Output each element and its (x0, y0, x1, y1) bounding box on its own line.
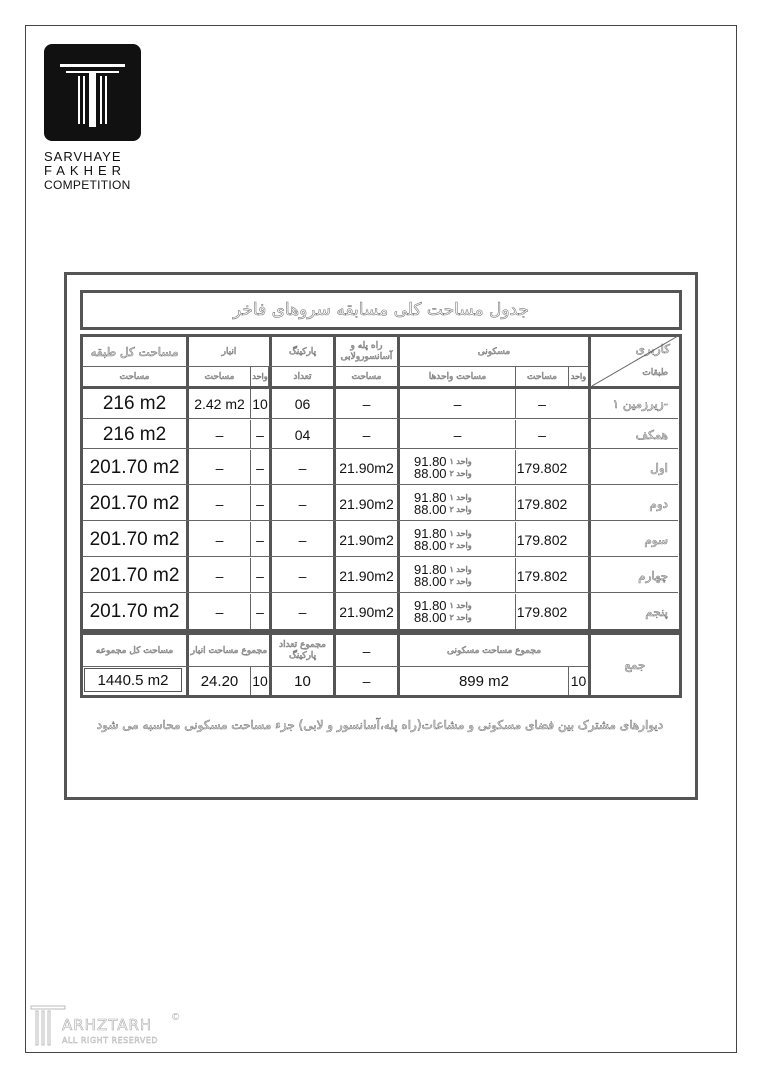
row-unit-areas: – (453, 396, 462, 412)
row-floor-name: دوم (649, 496, 668, 511)
header-anbar-vahed: واحد (252, 372, 268, 381)
row-anbar-count: – (256, 495, 264, 512)
col-divider (515, 594, 516, 629)
unit-1-label: واحد ۱ (449, 492, 472, 502)
row-total-area: 201.70 m2 (89, 456, 180, 478)
summary-res-count: 10 (570, 673, 587, 689)
row-anbar-area: – (215, 459, 224, 476)
summary-anbar-label: مجموع مساحت انبار (190, 645, 268, 656)
row-stair-area: – (362, 426, 371, 443)
row-stair-area: 21.90m2 (339, 603, 394, 620)
row-stair-area: 21.90m2 (339, 495, 394, 512)
row-anbar-count: – (256, 603, 264, 620)
col-divider (515, 389, 516, 419)
arhztarh-watermark (30, 1004, 190, 1057)
header-parking-tedad: تعداد (293, 371, 312, 382)
row-parking-count: – (298, 531, 307, 548)
row-divider (83, 556, 678, 557)
header-anbar-masahat: مساحت (204, 371, 235, 382)
summary-total-label: مساحت کل مجموعه (95, 646, 174, 656)
unit-1-value: 91.80 (414, 561, 447, 577)
header-total-masahat: مساحت (119, 371, 150, 382)
row-res-area: 179.802 (516, 603, 568, 620)
unit-2-value: 88.00 (414, 465, 447, 481)
summary-res-value: 899 m2 (458, 672, 510, 690)
unit-2-value: 88.00 (414, 573, 447, 589)
header-parking: پارکینگ (288, 347, 317, 357)
header-masahat-vahedha: مساحت واحدها (428, 371, 487, 382)
unit-1-label: واحد ۱ (449, 600, 472, 610)
header-res-vahed: واحد (570, 372, 587, 381)
row-floor-name: همکف (635, 427, 668, 442)
summary-res-label: مجموع مساحت مسکونی (446, 645, 542, 656)
column-logo-icon (44, 44, 141, 141)
header-maskooni: مسکونی (477, 347, 511, 357)
row-unit-areas: – (453, 426, 462, 443)
unit-2-area (414, 609, 472, 625)
watermark-brand: ARHZTARH (62, 1016, 153, 1034)
footnote: دیوارهای مشترک بین فضای مسکونی و مشاعات(راه پله،آسانسور و لابی) جزء مساحت مسکونی محاسبه می شود (96, 718, 664, 732)
row-unit-areas (400, 450, 515, 485)
summary-stair-label: – (362, 643, 371, 659)
row-stair-area: – (362, 396, 371, 412)
summary-label: جمع (624, 658, 646, 672)
row-anbar-count: – (256, 459, 264, 476)
unit-1-value: 91.80 (414, 453, 447, 469)
unit-1-value: 91.80 (414, 597, 447, 613)
col-divider (250, 594, 251, 629)
row-floor-name: زیرزمین ۱- (612, 397, 668, 411)
col-divider (250, 420, 251, 449)
row-parking-count: 06 (294, 396, 311, 412)
copyright-icon: © (172, 1012, 180, 1023)
unit-2-area (414, 537, 472, 553)
unit-2-area (414, 573, 472, 589)
row-total-area: 201.70 m2 (89, 528, 180, 550)
unit-2-value: 88.00 (414, 609, 447, 625)
row-total-area: 216 m2 (102, 393, 167, 414)
row-parking-count: – (298, 603, 307, 620)
row-parking-count: – (298, 567, 307, 584)
unit-2-label: واحد ۲ (449, 612, 472, 622)
row-res-area: 179.802 (516, 495, 568, 512)
row-stair-area: 21.90m2 (339, 567, 394, 584)
summary-total-value: 1440.5 m2 (84, 668, 182, 692)
unit-2-value: 88.00 (414, 501, 447, 517)
col-divider (515, 420, 516, 449)
table-title-box (80, 290, 682, 330)
row-floor-name: اول (650, 460, 668, 475)
row-stair-area: 21.90m2 (339, 459, 394, 476)
row-divider (83, 592, 678, 593)
row-anbar-area: – (215, 531, 224, 548)
row-anbar-area: – (215, 426, 224, 443)
unit-2-label: واحد ۲ (449, 468, 472, 478)
unit-1-label: واحد ۱ (449, 528, 472, 538)
header-rah-pele: راه پله و آسانسورولابی (340, 341, 393, 362)
summary-anbar-value: 24.20 (200, 672, 239, 690)
row-res-area: – (538, 396, 546, 412)
col-divider (515, 522, 516, 557)
row-divider (83, 520, 678, 521)
unit-2-label: واحد ۲ (449, 504, 472, 514)
summary-parking-value: 10 (294, 672, 311, 690)
row-anbar-count: – (256, 567, 264, 584)
header-karbari: کاربری (635, 342, 670, 356)
row-total-area: 201.70 m2 (89, 492, 180, 514)
row-res-area: 179.802 (516, 531, 568, 548)
col-divider (515, 450, 516, 485)
unit-1-label: واحد ۱ (449, 456, 472, 466)
unit-2-label: واحد ۲ (449, 540, 472, 550)
row-total-area: 201.70 m2 (89, 564, 180, 586)
row-divider (83, 484, 678, 485)
summary-stair-value: – (362, 673, 371, 689)
col-divider (250, 389, 251, 419)
summary-anbar-count: 10 (252, 673, 268, 689)
row-anbar-area: – (215, 495, 224, 512)
unit-2-label: واحد ۲ (449, 576, 472, 586)
row-anbar-area: – (215, 567, 224, 584)
logo-wordmark (44, 150, 131, 192)
header-anbar: انبار (221, 347, 237, 357)
row-anbar-area: 2.42 m2 (194, 396, 245, 412)
row-floor-name: چهارم (638, 568, 668, 583)
row-res-area: 179.802 (516, 567, 568, 584)
row-anbar-area: – (215, 603, 224, 620)
unit-2-value: 88.00 (414, 537, 447, 553)
row-parking-count: – (298, 459, 307, 476)
row-anbar-count: 10 (252, 396, 268, 412)
unit-1-label: واحد ۱ (449, 564, 472, 574)
unit-2-area (414, 501, 472, 517)
row-divider (83, 418, 678, 419)
row-unit-areas (400, 486, 515, 521)
col-divider (250, 522, 251, 557)
row-unit-areas (400, 558, 515, 593)
row-divider (83, 448, 678, 449)
row-total-area: 216 m2 (102, 423, 167, 445)
watermark-subtitle: ALL RIGHT RESERVED (62, 1036, 159, 1045)
col-divider (250, 450, 251, 485)
col-divider (250, 558, 251, 593)
row-res-area: 179.802 (516, 459, 568, 476)
header-stair-masahat: مساحت (351, 371, 382, 382)
row-floor-name: پنجم (645, 604, 668, 619)
header-tabaghat: طبقات (642, 368, 668, 378)
competition-logo (44, 44, 141, 141)
table-title: جدول مساحت کلی مسابقه سروهای فاخر (233, 300, 529, 320)
logo-line-2: FAKHER (44, 163, 127, 178)
row-stair-area: 21.90m2 (339, 531, 394, 548)
col-divider (515, 486, 516, 521)
header-total: مساحت کل طبقه (90, 345, 179, 359)
row-res-area: – (538, 426, 546, 443)
row-total-area: 201.70 m2 (89, 600, 180, 622)
row-floor-name: سوم (644, 532, 668, 547)
row-anbar-count: – (256, 426, 264, 443)
row-parking-count: 04 (294, 426, 311, 443)
col-divider (250, 486, 251, 521)
logo-line-1: SARVHAYE (44, 149, 122, 164)
header-res-masahat: مساحت (527, 371, 557, 382)
logo-line-3: COMPETITION (44, 178, 131, 192)
unit-1-value: 91.80 (414, 489, 447, 505)
unit-2-area (414, 465, 472, 481)
row-parking-count: – (298, 495, 307, 512)
unit-1-value: 91.80 (414, 525, 447, 541)
row-anbar-count: – (256, 531, 264, 548)
row-unit-areas (400, 522, 515, 557)
row-unit-areas (400, 594, 515, 629)
col-divider (515, 558, 516, 593)
header-diagonal-divider (592, 336, 680, 388)
summary-parking-label: مجموع تعداد پارکینگ (279, 640, 326, 661)
